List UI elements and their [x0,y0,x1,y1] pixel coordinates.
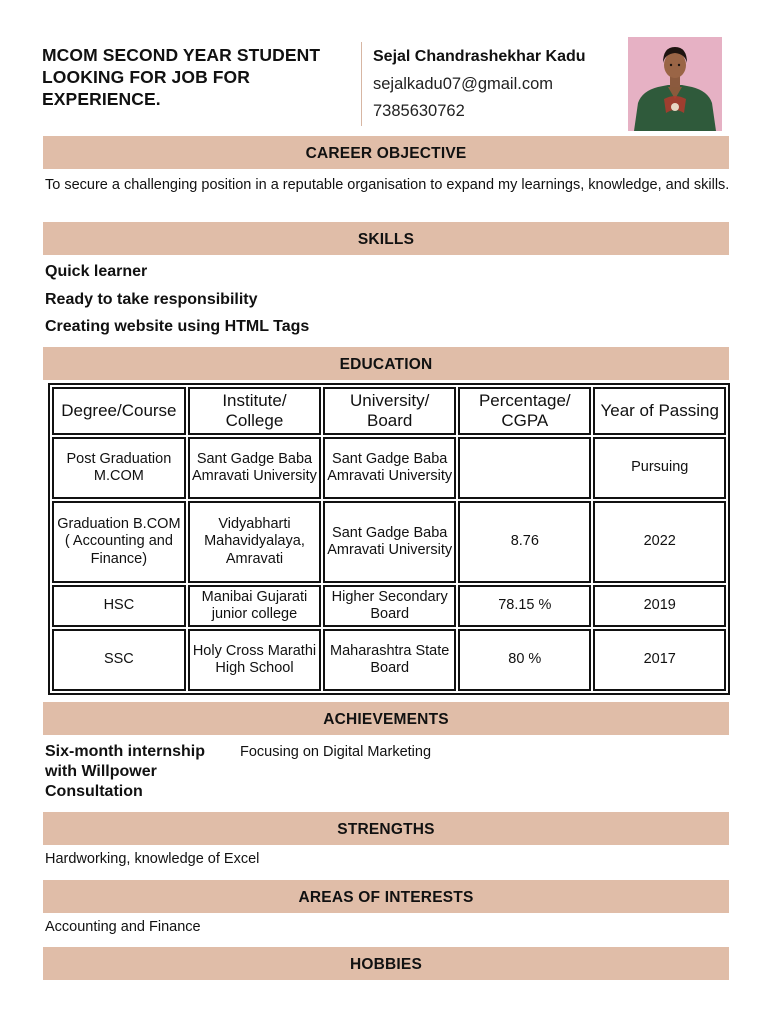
section-header-skills: SKILLS [43,222,729,255]
candidate-name: Sejal Chandrashekhar Kadu [373,48,586,65]
table-cell: Vidyabharti Mahavidyalaya, Amravati [188,501,321,583]
column-header: Institute/ College [188,387,321,435]
skill-item: Quick learner [45,263,148,280]
section-header-career-objective: CAREER OBJECTIVE [43,136,729,169]
table-header-row [52,387,726,435]
table-row [52,629,726,691]
column-header: Percentage/ CGPA [458,387,591,435]
table-cell: Sant Gadge Baba Amravati University [323,501,456,583]
phone-text: 7385630762 [373,102,465,120]
table-cell: Pursuing [593,437,726,499]
table-row [52,437,726,499]
table-cell: Sant Gadge Baba Amravati University [188,437,321,499]
section-header-achievements: ACHIEVEMENTS [43,702,729,735]
table-cell: 2019 [593,585,726,627]
achievement-title: Six-month internship with Willpower Consultation [45,743,205,800]
table-cell: SSC [52,629,186,691]
table-cell: 78.15 % [458,585,591,627]
skill-item: Creating website using HTML Tags [45,318,310,335]
table-row [52,585,726,627]
table-row [52,501,726,583]
section-header-interests: AREAS OF INTERESTS [43,880,729,913]
education-table [48,383,730,695]
table-cell: 80 % [458,629,591,691]
resume-headline: MCOM SECOND YEAR STUDENT LOOKING FOR JOB FOR EXPERIENCE. [42,45,321,109]
table-cell: 8.76 [458,501,591,583]
table-cell: Sant Gadge Baba Amravati University [323,437,456,499]
skill-item: Ready to take responsibility [45,291,258,308]
table-cell: Maharashtra State Board [323,629,456,691]
column-header: Degree/Course [52,387,186,435]
table-cell: Post Graduation M.COM [52,437,186,499]
table-cell [458,437,591,499]
column-header: University/ Board [323,387,456,435]
profile-photo [628,37,722,131]
section-header-strengths: STRENGTHS [43,812,729,845]
interests-text: Accounting and Finance [45,919,201,935]
section-header-hobbies: HOBBIES [43,947,729,980]
table-cell: HSC [52,585,186,627]
email-text: sejalkadu07@gmail.com [373,75,554,93]
table-cell: Holy Cross Marathi High School [188,629,321,691]
header-divider [361,42,362,126]
career-objective-text: To secure a challenging position in a reputable organisation to expand my learnings, knowledge, and skills. [45,177,730,193]
profile-photo-illustration [628,37,722,131]
column-header: Year of Passing [593,387,726,435]
strengths-text: Hardworking, knowledge of Excel [45,851,260,867]
achievement-description: Focusing on Digital Marketing [240,744,432,760]
table-cell: Manibai Gujarati junior college [188,585,321,627]
table-cell: 2017 [593,629,726,691]
table-cell: Graduation B.COM ( Accounting and Finance) [52,501,186,583]
table-cell: 2022 [593,501,726,583]
contact-block [373,46,586,122]
table-cell: Higher Secondary Board [323,585,456,627]
section-header-education: EDUCATION [43,347,729,380]
